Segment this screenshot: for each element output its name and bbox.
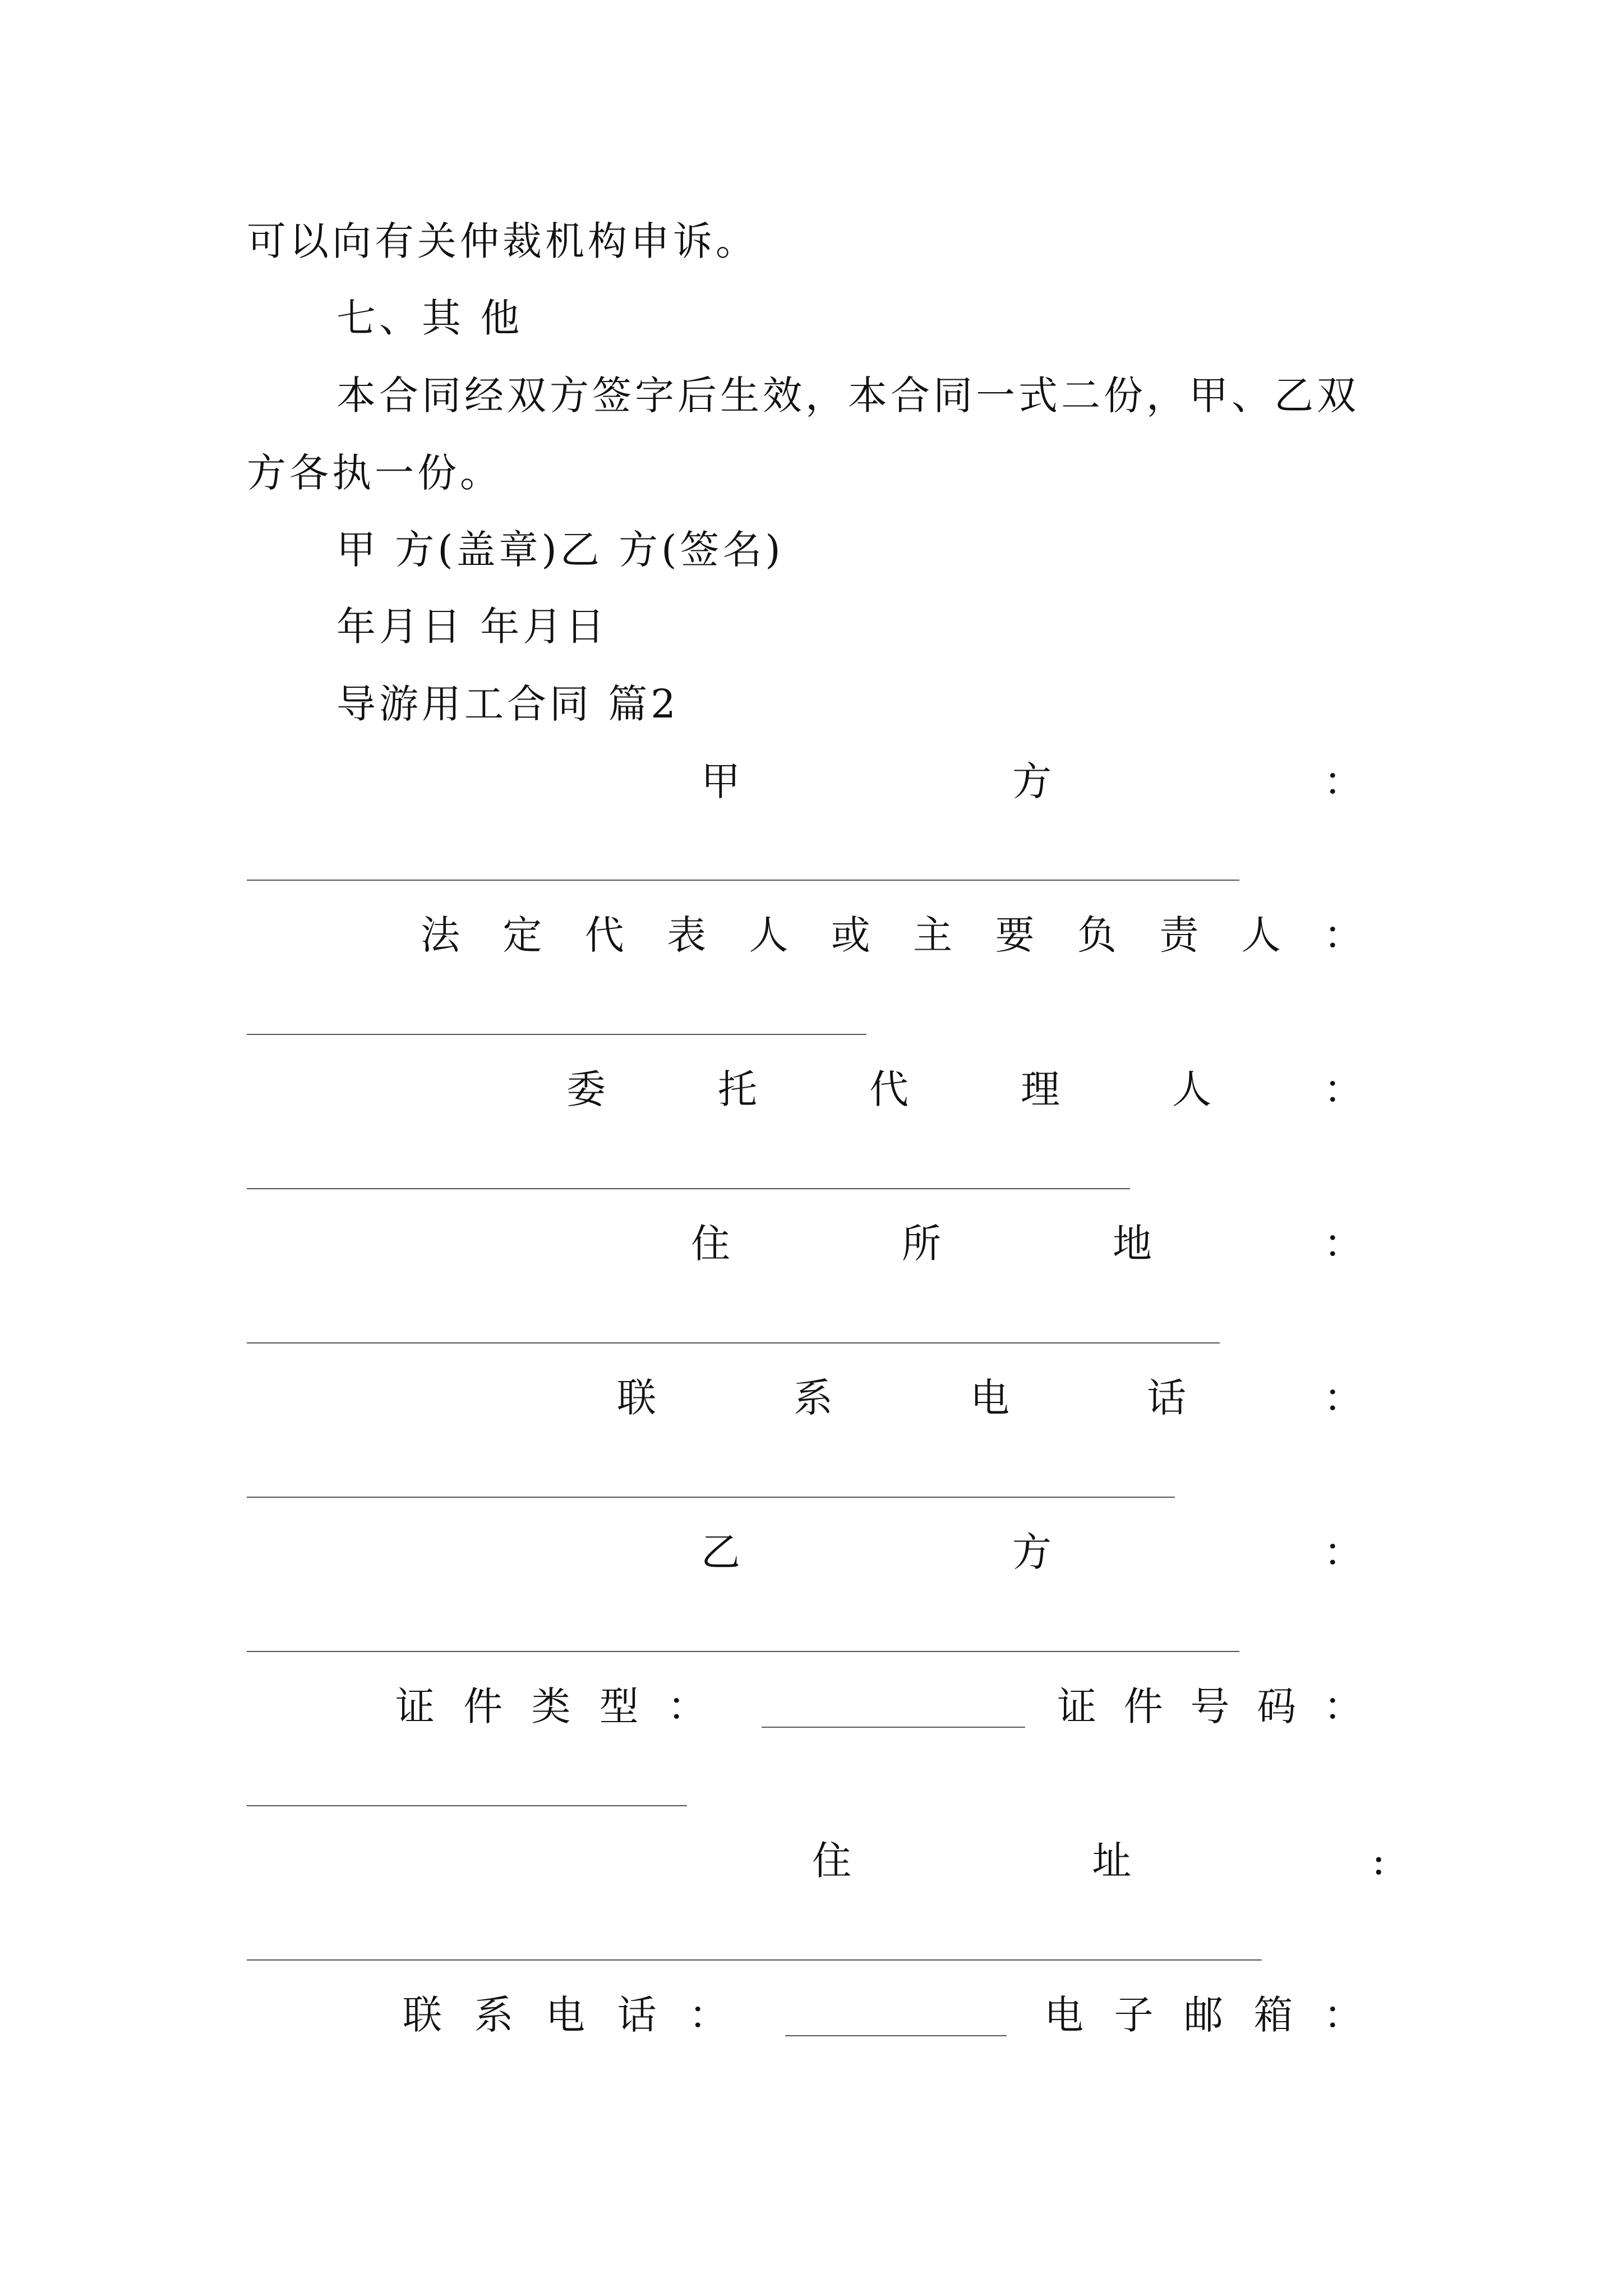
label-char: 方 xyxy=(1012,758,1052,804)
paragraph-text: 本合同经双方签字后生效，本合同一式二份，甲、乙双 xyxy=(336,372,1359,418)
label-char: ： xyxy=(1324,1992,1363,2038)
label-char: 联 xyxy=(403,1992,442,2038)
label-char: 人 xyxy=(749,912,789,958)
label-char: ： xyxy=(1324,1221,1363,1267)
label-char: 联 xyxy=(617,1375,656,1421)
section-heading: 七、其 他 xyxy=(336,295,523,341)
party-b-name-blank[interactable] xyxy=(247,1651,1239,1652)
label-char: ： xyxy=(1324,1529,1363,1575)
party-b-address-label xyxy=(812,1835,1385,1886)
label-char: ： xyxy=(1324,758,1363,804)
label-char: 址 xyxy=(1092,1838,1132,1884)
label-char: 地 xyxy=(1113,1221,1152,1267)
label-char: 类 xyxy=(531,1683,571,1729)
party-a-agent-label xyxy=(566,1064,1363,1115)
label-char: 责 xyxy=(1159,912,1199,958)
party-a-label xyxy=(701,756,1363,807)
party-a-address-blank[interactable] xyxy=(247,1342,1220,1343)
party-b-id-number-blank[interactable] xyxy=(247,1805,687,1806)
party-b-email-label xyxy=(1044,1990,1363,2040)
label-char: 证 xyxy=(1057,1683,1096,1729)
label-char: 箱 xyxy=(1253,1992,1293,2038)
label-char: 码 xyxy=(1257,1683,1297,1729)
label-char: 人 xyxy=(1172,1066,1211,1112)
label-char: 住 xyxy=(691,1221,730,1267)
party-a-representative-label xyxy=(421,910,1363,960)
label-char: ： xyxy=(1324,1066,1363,1112)
label-char: 负 xyxy=(1077,912,1117,958)
label-char: 托 xyxy=(718,1066,757,1112)
party-b-phone-label xyxy=(403,1990,728,2040)
paragraph-text: 可以向有关仲裁机构申诉。 xyxy=(247,218,758,264)
label-char: 住 xyxy=(812,1838,851,1884)
label-char: 定 xyxy=(502,912,542,958)
party-b-address-blank[interactable] xyxy=(247,1959,1262,1961)
party-b-id-type-label xyxy=(395,1681,707,1732)
label-char: : xyxy=(1372,1838,1385,1884)
label-char: 所 xyxy=(902,1221,941,1267)
label-char: 证 xyxy=(395,1683,435,1729)
label-char: 表 xyxy=(667,912,707,958)
contract-title: 导游用工合同 篇2 xyxy=(336,681,679,727)
label-char: 方 xyxy=(1012,1529,1052,1575)
party-b-id-type-blank[interactable] xyxy=(762,1727,1025,1728)
label-char: 人 xyxy=(1241,912,1281,958)
signature-line: 甲 方(盖章)乙 方(签名) xyxy=(336,527,784,573)
label-char: 电 xyxy=(970,1375,1009,1421)
label-char: ： xyxy=(1324,1375,1363,1421)
party-a-address-label xyxy=(691,1218,1363,1269)
party-a-phone-label xyxy=(617,1373,1363,1423)
paragraph-text: 方各执一份。 xyxy=(247,450,502,496)
label-char: 委 xyxy=(566,1066,606,1112)
label-char: 主 xyxy=(913,912,953,958)
party-b-label xyxy=(701,1527,1363,1577)
label-char: 邮 xyxy=(1184,1992,1223,2038)
party-b-id-number-label xyxy=(1057,1681,1363,1732)
label-char: 乙 xyxy=(701,1529,740,1575)
label-char: 要 xyxy=(995,912,1035,958)
party-a-agent-blank[interactable] xyxy=(247,1188,1130,1189)
label-char: 型 xyxy=(599,1683,639,1729)
label-char: ： xyxy=(689,1992,728,2038)
party-a-representative-blank[interactable] xyxy=(247,1034,866,1035)
label-char: 号 xyxy=(1190,1683,1230,1729)
label-char: 件 xyxy=(463,1683,503,1729)
label-char: 件 xyxy=(1123,1683,1163,1729)
date-line: 年月日 年月日 xyxy=(336,604,608,650)
label-char: 甲 xyxy=(701,758,740,804)
label-char: 代 xyxy=(869,1066,909,1112)
label-char: 系 xyxy=(474,1992,514,2038)
party-a-phone-blank[interactable] xyxy=(247,1497,1175,1498)
label-char: ： xyxy=(1324,1683,1363,1729)
label-char: 法 xyxy=(421,912,460,958)
party-a-name-blank[interactable] xyxy=(247,880,1239,881)
label-char: 子 xyxy=(1114,1992,1154,2038)
label-char: ： xyxy=(667,1683,707,1729)
label-char: 话 xyxy=(617,1992,657,2038)
label-char: 或 xyxy=(831,912,870,958)
label-char: 理 xyxy=(1021,1066,1060,1112)
label-char: 电 xyxy=(1044,1992,1083,2038)
label-char: 系 xyxy=(794,1375,833,1421)
party-b-phone-blank[interactable] xyxy=(785,2035,1007,2036)
label-char: 话 xyxy=(1147,1375,1186,1421)
label-char: 电 xyxy=(546,1992,585,2038)
label-char: ： xyxy=(1323,912,1363,958)
label-char: 代 xyxy=(584,912,624,958)
